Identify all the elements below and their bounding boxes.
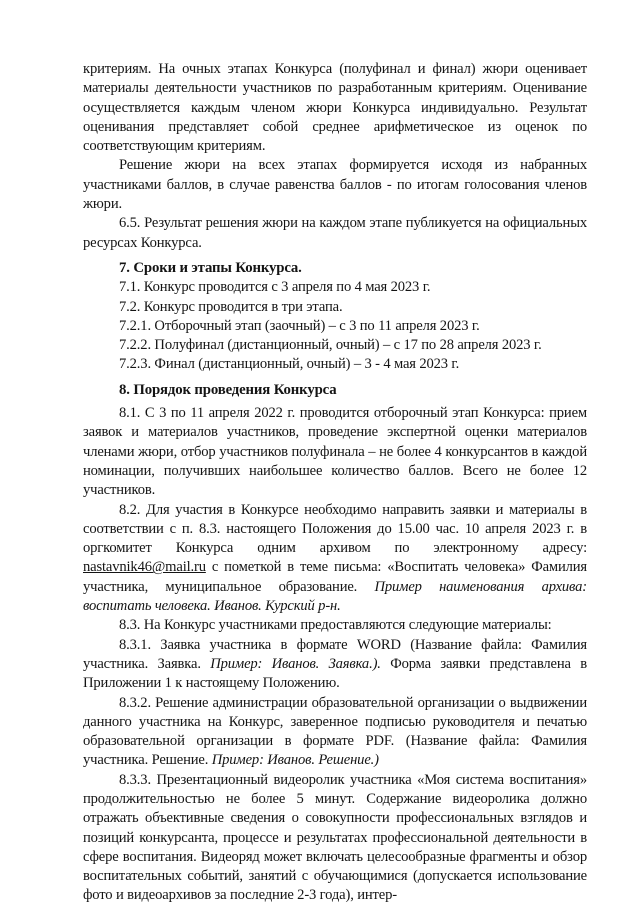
paragraph-8-3-1-lead: 8.3.1. Заявка участника в формате WORD (Название файла: Фамилия участника. Заявка. xyxy=(83,636,587,672)
section-7-heading: 7. Сроки и этапы Конкурса. xyxy=(119,259,302,276)
paragraph-6-5: 6.5. Результат решения жюри на каждом этапе публикуется на официальных ресурсах Конкурса. xyxy=(83,215,587,251)
section-7-item: 7.2.2. Полуфинал (дистанционный, очный) – с 17 по 28 апреля 2023 г. xyxy=(119,337,542,354)
document-body xyxy=(83,60,587,906)
paragraph-8-3-2-lead: 8.3.2. Решение администрации образовательной организации о выдвижении данного участника на Конкурс, заверенное подписью руководителя и печатью образовательной организации в формате PDF. (Название файла: Фамилия участника. Решение. xyxy=(83,694,587,769)
email-link[interactable]: nastavnik46@mail.ru xyxy=(83,559,206,576)
paragraph-8-1: 8.1. С 3 по 11 апреля 2022 г. проводится отборочный этап Конкурса: прием заявок и материалов участников, проведение экспертной оценки материалов членами жюри, отбор участников полуфинала – не более 4 конкурсантов в каждой номинации, получивших наибольшее количество баллов. Всего не более 12 участников. xyxy=(83,405,587,499)
paragraph-8-2-mid: с пометкой в теме письма: «Воспитать человека» Фамилия участника, муниципальное образование. xyxy=(83,559,587,595)
paragraph-8-3-1-tail: Форма заявки представлена в Приложении 1 к настоящему Положению. xyxy=(83,655,588,692)
archive-name-example: Пример наименования архива: воспитать человека. Иванов. Курский р-н. xyxy=(83,578,587,615)
paragraph-jury-decision: Решение жюри на всех этапах формируется исходя из набранных участниками баллов, в случае равенства баллов - по итогам голосования членов жюри. xyxy=(83,157,587,213)
section-7-item: 7.2.3. Финал (дистанционный, очный) – 3 - 4 мая 2023 г. xyxy=(119,356,460,373)
paragraph-8-3-3: 8.3.3. Презентационный видеоролик участника «Моя система воспитания» продолжительностью не более 5 минут. Содержание видеоролика должно отражать объективные сведения о совокупности профессиональных взглядов и позиций конкурсанта, процессе и результатах профессиональной деятельности в сфере воспитания. Видеоряд может включать целесообразные фрагменты и обзор воспитательных событий, занятий с обучающимися (допускается использование фото и видеоархивов за последние 2-3 года), интер- xyxy=(83,771,587,904)
section-7-item: 7.2. Конкурс проводится в три этапа. xyxy=(119,298,343,315)
paragraph-8-2 xyxy=(83,501,587,617)
decision-file-example: Пример: Иванов. Решение.) xyxy=(211,752,379,769)
section-8-heading: 8. Порядок проведения Конкурса xyxy=(119,381,337,398)
paragraph-jury-evaluation: критериям. На очных этапах Конкурса (полуфинал и финал) жюри оценивает материалы деятельности участников по разработанным критериям. Оценивание осуществляется каждым членом жюри Конкурса индивидуально. Результат оценивания представляет собой среднее арифметическое из оценок по соответствующим критериям. xyxy=(83,61,587,155)
section-7-item: 7.1. Конкурс проводится с 3 апреля по 4 мая 2023 г. xyxy=(119,279,431,296)
paragraph-8-2-lead: 8.2. Для участия в Конкурсе необходимо направить заявки и материалы в соответствии с п. 8.3. настоящего Положения до 15.00 час. 10 апреля 2023 г. в оргкомитет Конкурса одним архивом по электронному адресу: xyxy=(83,501,587,557)
application-file-example: Пример: Иванов. Заявка.). xyxy=(210,655,381,672)
section-7-item: 7.2.1. Отборочный этап (заочный) – с 3 по 11 апреля 2023 г. xyxy=(119,317,480,334)
paragraph-8-3: 8.3. На Конкурс участниками предоставляются следующие материалы: xyxy=(119,617,552,634)
paragraph-8-3-2 xyxy=(83,694,587,771)
paragraph-8-3-1 xyxy=(83,636,587,694)
